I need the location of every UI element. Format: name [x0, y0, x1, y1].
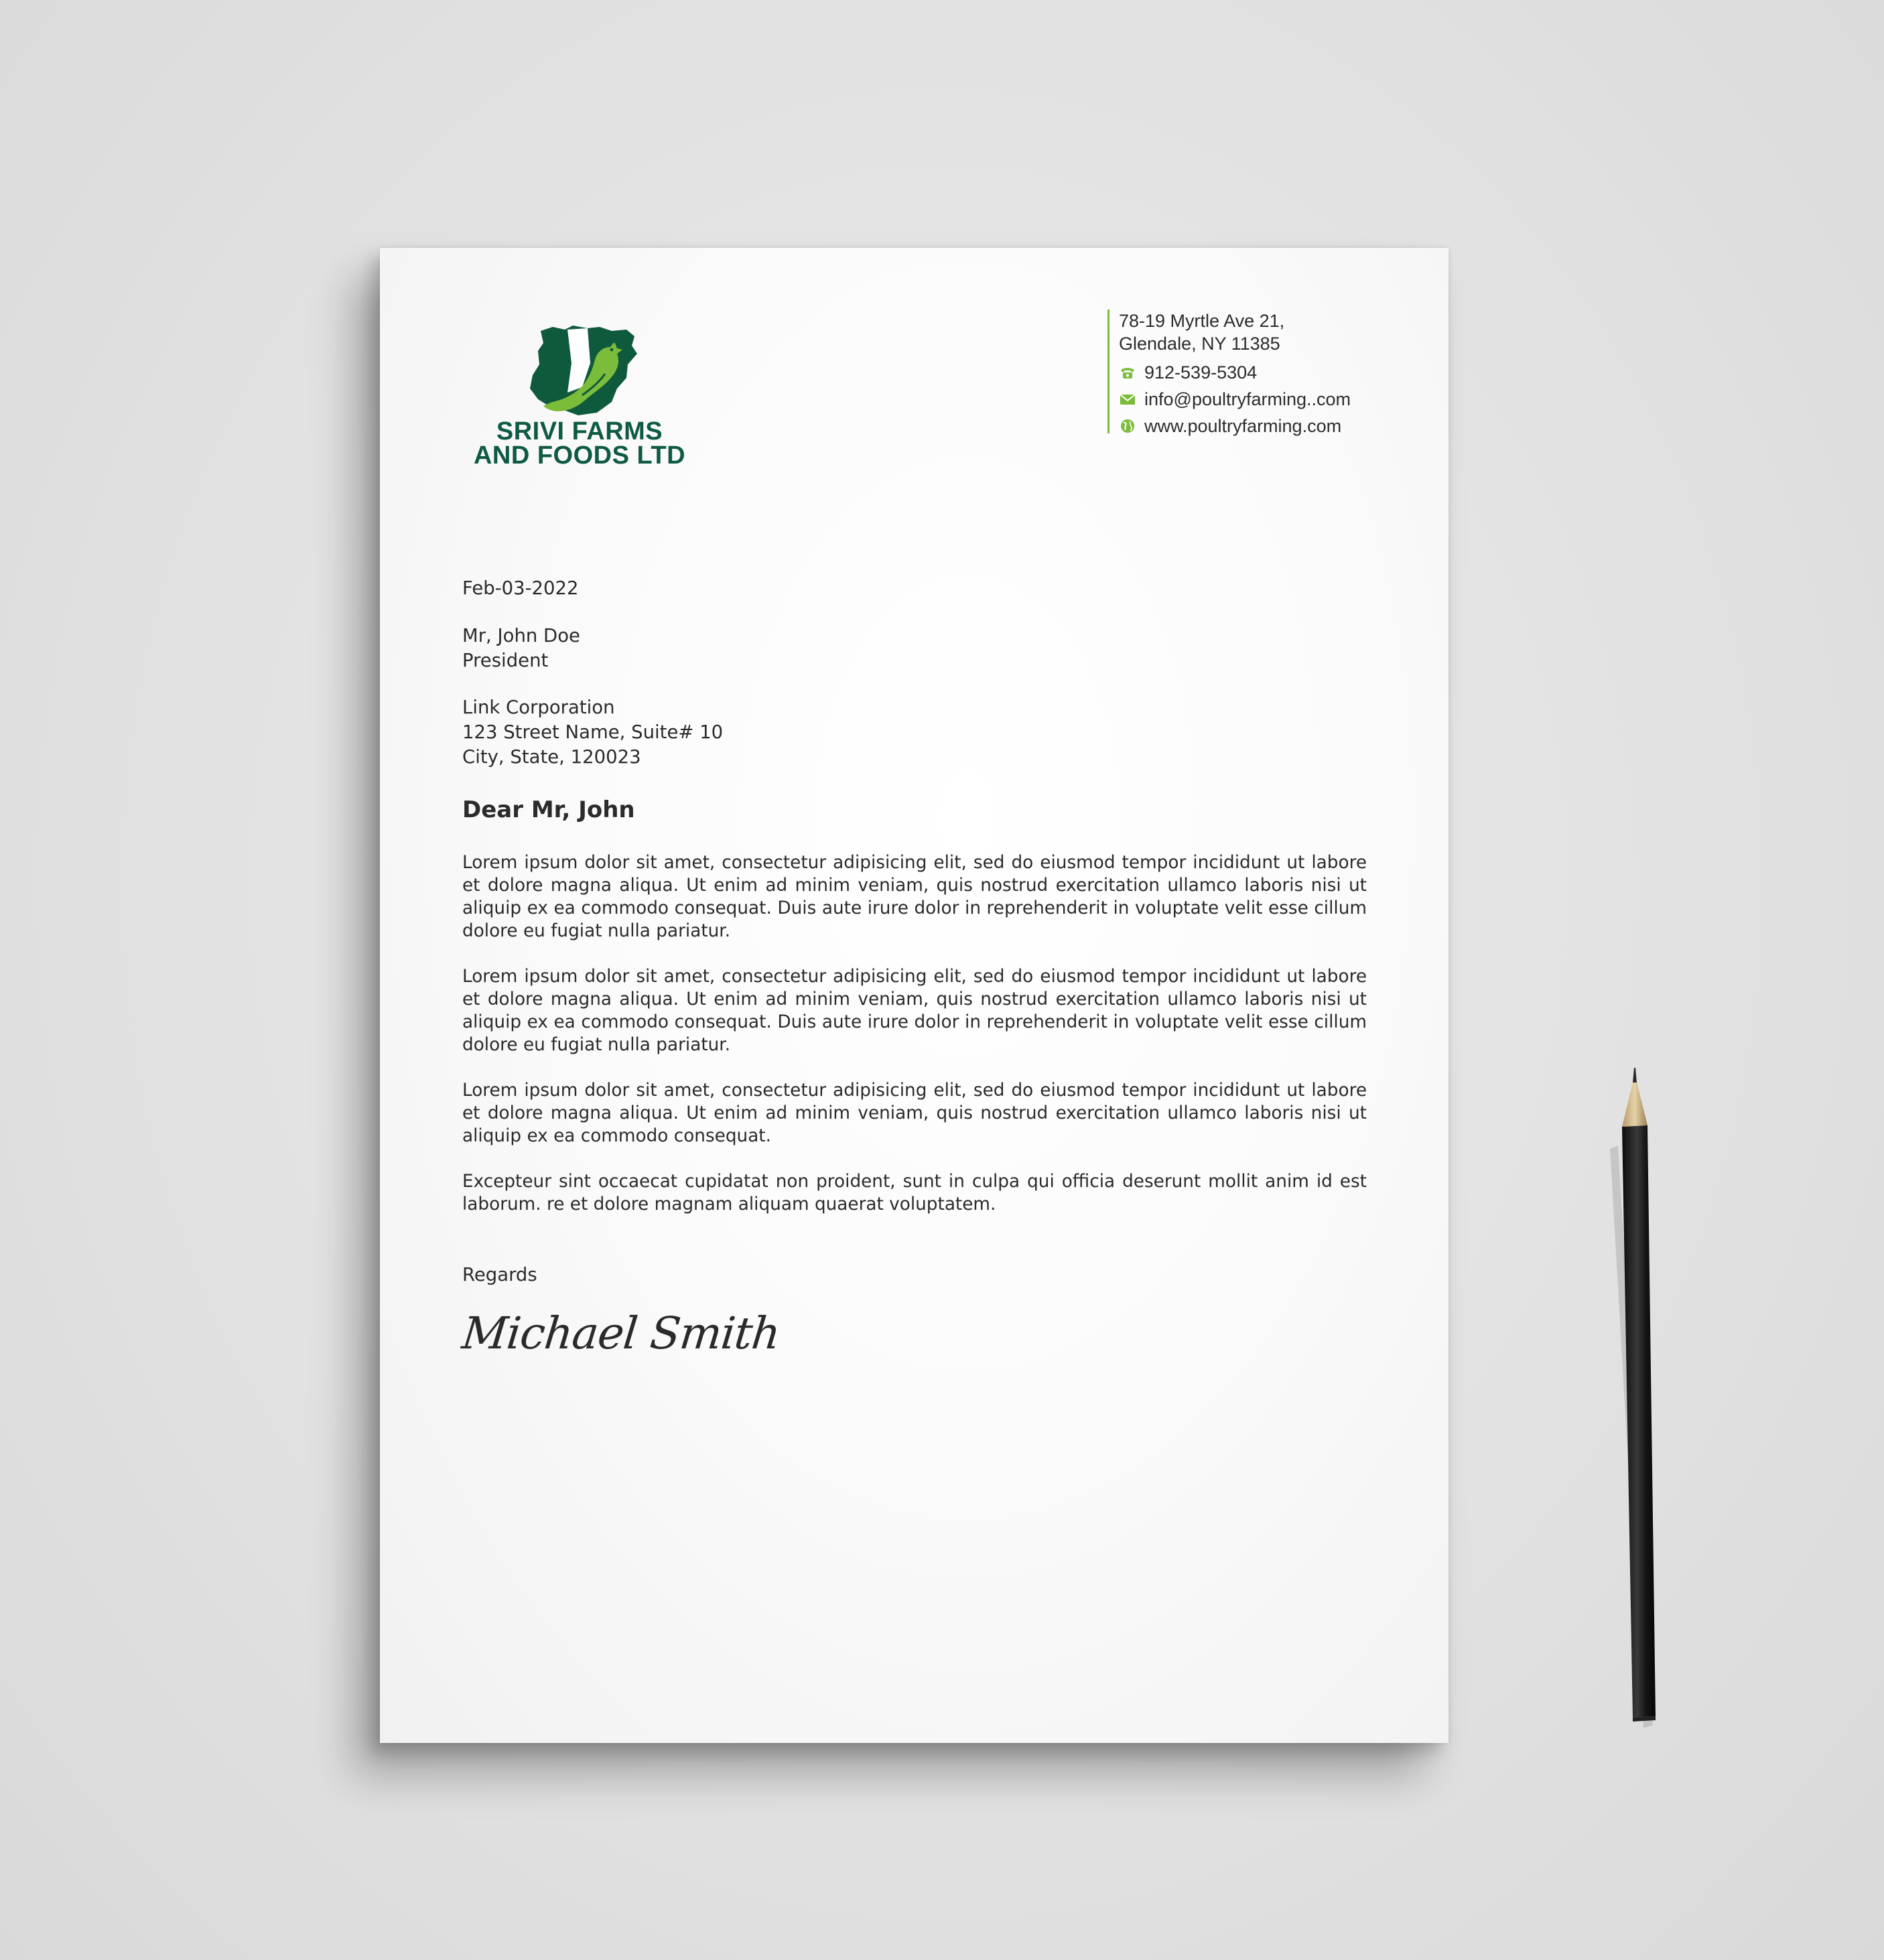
paragraph: Lorem ipsum dolor sit amet, consectetur adipisicing elit, sed do eiusmod tempor incididunt ut labore et dolore magna aliqua. Ut enim ad minim veniam, quis nostrud exercitation ullamco laboris nisi ut aliquip ex ea commodo consequat. Duis aute irure dolor in reprehenderit in voluptate velit esse cillum dolore eu fugiat nulla pariatur. [462, 853, 1367, 941]
company-name: Link Corporation [462, 697, 615, 718]
contact-block [1107, 309, 1402, 436]
globe-icon [1119, 419, 1136, 433]
company-city: City, State, 120023 [462, 746, 641, 768]
website-row [1119, 413, 1402, 439]
salutation: Dear Mr, John [462, 796, 635, 823]
website-url: www.poultryfarming.com [1144, 416, 1342, 436]
recipient-name: Mr, John Doe [462, 625, 580, 646]
phone-icon [1119, 365, 1136, 380]
letter-date: Feb-03-2022 [462, 577, 579, 599]
recipient-block [462, 624, 1367, 673]
phone-number: 912-539-5304 [1144, 362, 1258, 382]
address-line-1: 78-19 Myrtle Ave 21, [1119, 311, 1285, 331]
closing: Regards [462, 1264, 537, 1285]
paragraph: Lorem ipsum dolor sit amet, consectetur adipisicing elit, sed do eiusmod tempor incididunt ut labore et dolore magna aliqua. Ut enim ad minim veniam, quis nostrud exercitation ullamco laboris nisi ut aliquip ex ea commodo consequat. Duis aute irure dolor in reprehenderit in voluptate velit esse cillum dolore eu fugiat nulla pariatur. [462, 967, 1367, 1055]
signature: Michael Smith [460, 1308, 783, 1359]
company-logo [459, 323, 700, 469]
pencil-icon [1591, 1065, 1678, 1735]
letter-body [462, 575, 1367, 1360]
paragraph: Lorem ipsum dolor sit amet, consectetur adipisicing elit, sed do eiusmod tempor incididunt ut labore et dolore magna aliqua. Ut enim ad minim veniam, quis nostrud exercitation ullamco laboris nisi ut aliquip ex ea commodo consequat. [462, 1080, 1367, 1146]
email-row [1119, 386, 1402, 413]
map-hen-logo-icon [526, 323, 643, 420]
phone-row [1119, 359, 1402, 386]
brand-name-line-2: AND FOODS LTD [473, 441, 686, 470]
email-address: info@poultryfarming..com [1144, 389, 1351, 409]
paragraph: Excepteur sint occaecat cupidatat non proident, sunt in culpa qui officia deserunt mollit anim id est laborum. re et dolore magnam aliquam quaerat voluptatem. [462, 1172, 1367, 1214]
brand-name-line-1: SRIVI FARMS [496, 417, 663, 445]
address [1119, 309, 1402, 355]
company-address-block [462, 695, 1367, 770]
letterhead-page [380, 248, 1449, 1743]
envelope-icon [1119, 392, 1136, 407]
recipient-title: President [462, 650, 549, 671]
address-line-2: Glendale, NY 11385 [1119, 334, 1280, 354]
company-street: 123 Street Name, Suite# 10 [462, 721, 724, 743]
